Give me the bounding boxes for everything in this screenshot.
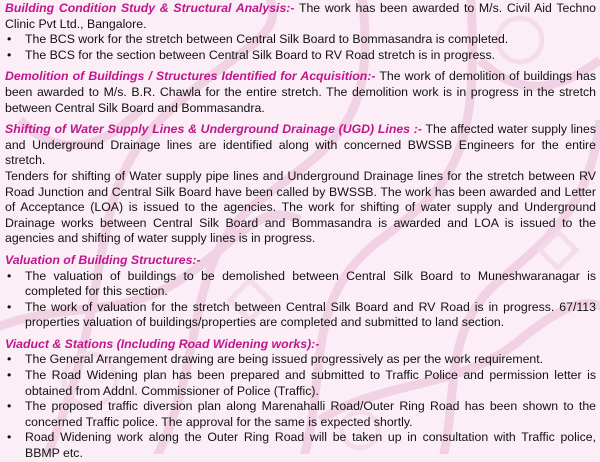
viaduct-bullet-list <box>5 352 596 461</box>
bcs-intro-text: The work has been awarded to M/s. Civil Aid Techno Clinic Pvt Ltd., Bangalore. <box>5 1 596 31</box>
section-viaduct-stations <box>5 337 596 462</box>
list-item <box>5 352 596 368</box>
bullet-icon: • <box>7 430 12 445</box>
bullet-icon: • <box>7 299 12 314</box>
list-item-text: The valuation of buildings to be demolished between Central Silk Board to Muneshwaranagar is completed for this section. <box>25 268 596 299</box>
section-heading: Viaduct & Stations (Including Road Widening works):- <box>5 336 320 351</box>
bullet-icon: • <box>7 368 12 383</box>
bullet-icon: • <box>7 32 12 47</box>
section-water-supply-shifting <box>5 122 596 247</box>
water-paragraph-1 <box>5 122 596 169</box>
bullet-icon: • <box>7 47 12 62</box>
list-item-text: The BCS work for the stretch between Central Silk Board to Bommasandra is completed. <box>25 32 509 47</box>
bcs-bullet-list <box>5 32 596 63</box>
section-demolition <box>5 69 596 116</box>
valuation-heading-line <box>5 253 596 269</box>
water-text-1: The affected water supply lines and Underground Drainage lines are identified along with concerned BWSSB Engineers for the entire stretch. <box>5 122 596 168</box>
demolition-paragraph <box>5 69 596 116</box>
section-heading: Building Condition Study & Structural Analysis:- <box>5 1 295 15</box>
list-item-text: The Road Widening plan has been prepared and submitted to Traffic Police and permission letter is obtained from Addnl. Commissioner of Police (Traffic). <box>25 368 596 398</box>
section-valuation <box>5 253 596 331</box>
list-item <box>5 430 596 461</box>
section-heading: Shifting of Water Supply Lines & Underground Drainage (UGD) Lines :- <box>5 122 422 137</box>
valuation-bullet-list <box>5 269 596 331</box>
list-item-text: The BCS for the section between Central Silk Board to RV Road stretch is in progress. <box>25 47 496 62</box>
list-item-text: The proposed traffic diversion plan along Marenahalli Road/Outer Ring Road has been shown to the concerned Traffic police. The approval for the same is expected shortly. <box>25 399 596 429</box>
list-item <box>5 368 596 399</box>
list-item-text: The work of valuation for the stretch between Central Silk Board and RV Road is in progress. 67/113 properties valuation of buildings/properties are completed and submitted to land section. <box>25 299 596 330</box>
section-heading: Valuation of Building Structures:- <box>5 252 201 267</box>
list-item <box>5 300 596 331</box>
list-item <box>5 269 596 300</box>
bullet-icon: • <box>7 268 12 283</box>
demolition-text: The work of demolition of buildings has been awarded to M/s. B.R. Chawla for the entire stretch. The demolition work is in progress in the stretch between Central Silk Board and Bommasandra. <box>5 69 596 115</box>
list-item-text: Road Widening work along the Outer Ring Road will be taken up in consultation with Traffic police, BBMP etc. <box>25 430 596 461</box>
viaduct-heading-line <box>5 337 596 353</box>
water-paragraph-2: Tenders for shifting of Water supply pipe lines and Underground Drainage lines for the stretch between RV Road Junction and Central Silk Board have been called by BWSSB. The work has been awarded and Letter of Acceptance (LOA) is issued to the agencies. The work for shifting of water supply and Underground Drainage works between Central Silk Board and Bommasandra is awarded and LOA is issued to the agencies and shifting of water supply lines is in progress. <box>5 168 596 246</box>
list-item-text: The General Arrangement drawing are being issued progressively as per the work requirement. <box>25 352 544 367</box>
list-item <box>5 399 596 430</box>
section-building-condition-study <box>5 1 596 63</box>
list-item <box>5 32 596 48</box>
section-heading: Demolition of Buildings / Structures Identified for Acquisition:- <box>5 69 376 84</box>
list-item <box>5 48 596 64</box>
bullet-icon: • <box>7 399 12 414</box>
bullet-icon: • <box>7 352 12 367</box>
bcs-paragraph <box>5 1 596 32</box>
